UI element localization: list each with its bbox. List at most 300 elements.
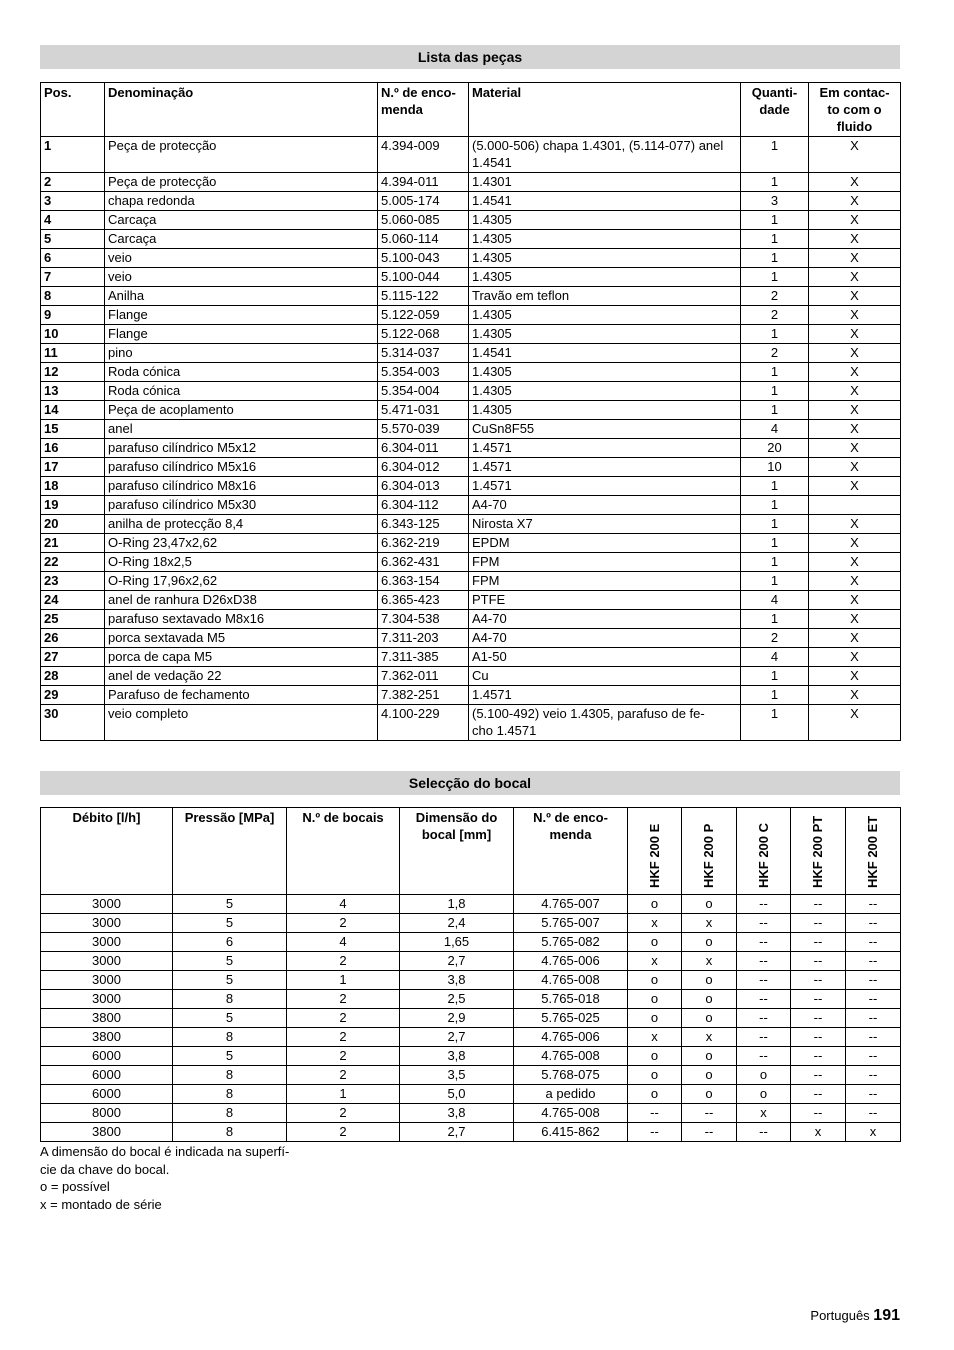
page-footer — [810, 1307, 900, 1325]
part-pos: 16 — [41, 439, 105, 458]
part-pos: 3 — [41, 192, 105, 211]
part-pos: 18 — [41, 477, 105, 496]
table-row — [41, 629, 901, 648]
table-row — [41, 591, 901, 610]
header-hkf-200-et: HKF 200 ET — [846, 808, 901, 895]
part-order-number: 5.100-043 — [378, 249, 469, 268]
hkf-200-c-value: -- — [737, 1047, 791, 1066]
part-pos: 30 — [41, 705, 105, 741]
part-order-number: 5.354-004 — [378, 382, 469, 401]
nozzle-flow-rate: 6000 — [41, 1066, 173, 1085]
hkf-200-et-value: -- — [846, 971, 901, 990]
nozzle-flow-rate: 3000 — [41, 990, 173, 1009]
part-pos: 7 — [41, 268, 105, 287]
nozzle-flow-rate: 3000 — [41, 895, 173, 914]
nozzle-flow-rate: 3000 — [41, 933, 173, 952]
part-fluid-contact: X — [809, 553, 901, 572]
table-row — [41, 439, 901, 458]
table-row — [41, 686, 901, 705]
part-quantity: 1 — [741, 401, 809, 420]
part-fluid-contact: X — [809, 325, 901, 344]
hkf-200-pt-value: -- — [791, 1104, 846, 1123]
part-fluid-contact: X — [809, 667, 901, 686]
part-fluid-contact: X — [809, 382, 901, 401]
part-order-number: 6.304-012 — [378, 458, 469, 477]
table-row — [41, 230, 901, 249]
nozzle-count: 2 — [287, 990, 400, 1009]
part-denomination: Anilha — [105, 287, 378, 306]
table-row — [41, 553, 901, 572]
part-denomination: O-Ring 23,47x2,62 — [105, 534, 378, 553]
table-row — [41, 1009, 901, 1028]
part-quantity: 1 — [741, 686, 809, 705]
part-denomination: anel — [105, 420, 378, 439]
table-row — [41, 914, 901, 933]
part-material: 1.4305 — [469, 382, 741, 401]
header-material: Material — [469, 83, 741, 137]
part-order-number: 6.365-423 — [378, 591, 469, 610]
part-fluid-contact: X — [809, 211, 901, 230]
table-row — [41, 211, 901, 230]
hkf-200-pt-value: -- — [791, 990, 846, 1009]
part-denomination: anel de vedação 22 — [105, 667, 378, 686]
hkf-200-p-value: -- — [682, 1123, 737, 1142]
part-order-number: 5.100-044 — [378, 268, 469, 287]
part-order-number: 5.122-059 — [378, 306, 469, 325]
hkf-200-c-value: -- — [737, 895, 791, 914]
part-order-number: 6.362-219 — [378, 534, 469, 553]
hkf-200-e-value: x — [628, 914, 682, 933]
part-denomination: chapa redonda — [105, 192, 378, 211]
nozzle-order-number: 5.765-007 — [514, 914, 628, 933]
part-denomination: parafuso cilíndrico M8x16 — [105, 477, 378, 496]
part-quantity: 1 — [741, 572, 809, 591]
part-quantity: 1 — [741, 667, 809, 686]
part-pos: 5 — [41, 230, 105, 249]
part-denomination: Peça de protecção — [105, 173, 378, 192]
part-fluid-contact: X — [809, 610, 901, 629]
hkf-200-e-value: -- — [628, 1104, 682, 1123]
nozzle-size: 3,8 — [400, 1104, 514, 1123]
part-material: 1.4305 — [469, 401, 741, 420]
part-order-number: 5.060-085 — [378, 211, 469, 230]
part-material: (5.100-492) veio 1.4305, parafuso de fe- cho 1.4571 — [469, 705, 741, 741]
part-material: 1.4305 — [469, 230, 741, 249]
table-row — [41, 952, 901, 971]
part-pos: 13 — [41, 382, 105, 401]
nozzle-size: 2,5 — [400, 990, 514, 1009]
part-order-number: 5.115-122 — [378, 287, 469, 306]
part-denomination: anel de ranhura D26xD38 — [105, 591, 378, 610]
part-material: PTFE — [469, 591, 741, 610]
part-pos: 12 — [41, 363, 105, 382]
part-quantity: 1 — [741, 211, 809, 230]
nozzle-order-number: 4.765-008 — [514, 1047, 628, 1066]
nozzle-size: 2,4 — [400, 914, 514, 933]
part-quantity: 2 — [741, 287, 809, 306]
part-material: 1.4305 — [469, 325, 741, 344]
part-fluid-contact: X — [809, 363, 901, 382]
part-quantity: 4 — [741, 591, 809, 610]
nozzle-pressure: 8 — [173, 1085, 287, 1104]
hkf-200-c-value: -- — [737, 1123, 791, 1142]
part-fluid-contact: X — [809, 572, 901, 591]
hkf-200-e-value: o — [628, 971, 682, 990]
table-row — [41, 534, 901, 553]
nozzle-header-row — [41, 808, 901, 895]
table-row — [41, 477, 901, 496]
part-material: Nirosta X7 — [469, 515, 741, 534]
part-material: 1.4305 — [469, 363, 741, 382]
nozzle-flow-rate: 3000 — [41, 952, 173, 971]
table-row — [41, 249, 901, 268]
part-pos: 17 — [41, 458, 105, 477]
hkf-200-e-value: o — [628, 1047, 682, 1066]
table-row — [41, 990, 901, 1009]
hkf-200-p-value: -- — [682, 1104, 737, 1123]
table-row — [41, 1028, 901, 1047]
part-material: 1.4571 — [469, 458, 741, 477]
hkf-200-p-value: o — [682, 1066, 737, 1085]
part-pos: 21 — [41, 534, 105, 553]
note-line: o = possível — [40, 1179, 110, 1194]
table-row — [41, 173, 901, 192]
nozzle-size: 2,7 — [400, 1028, 514, 1047]
part-denomination: parafuso sextavado M8x16 — [105, 610, 378, 629]
part-pos: 14 — [41, 401, 105, 420]
table-row — [41, 306, 901, 325]
header-nozzle-count: N.º de bocais — [287, 808, 400, 895]
part-fluid-contact: X — [809, 629, 901, 648]
header-order-number: N.º de enco- menda — [378, 83, 469, 137]
part-denomination: veio — [105, 249, 378, 268]
part-denomination: O-Ring 18x2,5 — [105, 553, 378, 572]
part-quantity: 2 — [741, 306, 809, 325]
part-order-number: 6.363-154 — [378, 572, 469, 591]
hkf-200-pt-value: -- — [791, 1066, 846, 1085]
part-material: (5.000-506) chapa 1.4301, (5.114-077) anel 1.4541 — [469, 137, 741, 173]
part-fluid-contact: X — [809, 648, 901, 667]
part-quantity: 1 — [741, 325, 809, 344]
table-row — [41, 344, 901, 363]
part-material: 1.4541 — [469, 344, 741, 363]
table-row — [41, 382, 901, 401]
hkf-200-pt-value: -- — [791, 1028, 846, 1047]
part-denomination: parafuso cilíndrico M5x12 — [105, 439, 378, 458]
part-pos: 15 — [41, 420, 105, 439]
nozzle-order-number: 4.765-006 — [514, 1028, 628, 1047]
nozzle-count: 4 — [287, 933, 400, 952]
table-row — [41, 667, 901, 686]
table-row — [41, 1085, 901, 1104]
nozzle-count: 4 — [287, 895, 400, 914]
hkf-200-e-value: o — [628, 1066, 682, 1085]
part-material: 1.4541 — [469, 192, 741, 211]
part-quantity: 4 — [741, 648, 809, 667]
nozzle-count: 2 — [287, 1066, 400, 1085]
hkf-200-e-value: o — [628, 1009, 682, 1028]
table-row — [41, 458, 901, 477]
part-denomination: O-Ring 17,96x2,62 — [105, 572, 378, 591]
part-fluid-contact: X — [809, 515, 901, 534]
part-fluid-contact: X — [809, 591, 901, 610]
table-row — [41, 192, 901, 211]
header-hkf-200-pt: HKF 200 PT — [791, 808, 846, 895]
part-quantity: 4 — [741, 420, 809, 439]
part-order-number: 5.005-174 — [378, 192, 469, 211]
header-fluid-contact: Em contac- to com o fluido — [809, 83, 901, 137]
nozzle-flow-rate: 6000 — [41, 1047, 173, 1066]
part-pos: 23 — [41, 572, 105, 591]
nozzle-pressure: 5 — [173, 1009, 287, 1028]
part-denomination: parafuso cilíndrico M5x16 — [105, 458, 378, 477]
table-row — [41, 363, 901, 382]
nozzle-count: 1 — [287, 1085, 400, 1104]
part-order-number: 6.343-125 — [378, 515, 469, 534]
hkf-200-c-value: x — [737, 1104, 791, 1123]
hkf-200-pt-value: -- — [791, 1009, 846, 1028]
nozzle-table — [40, 807, 901, 1142]
hkf-200-et-value: -- — [846, 933, 901, 952]
nozzle-selection-title: Selecção do bocal — [40, 771, 900, 795]
part-quantity: 20 — [741, 439, 809, 458]
nozzle-order-number: 5.765-025 — [514, 1009, 628, 1028]
part-material: EPDM — [469, 534, 741, 553]
table-row — [41, 287, 901, 306]
part-order-number: 7.304-538 — [378, 610, 469, 629]
nozzle-size: 1,8 — [400, 895, 514, 914]
nozzle-pressure: 5 — [173, 952, 287, 971]
table-row — [41, 705, 901, 741]
page-number: 191 — [873, 1307, 900, 1324]
nozzle-size: 2,7 — [400, 1123, 514, 1142]
note-line: cie da chave do bocal. — [40, 1161, 170, 1177]
part-quantity: 1 — [741, 496, 809, 515]
hkf-200-et-value: -- — [846, 1104, 901, 1123]
part-quantity: 1 — [741, 553, 809, 572]
part-quantity: 1 — [741, 230, 809, 249]
part-fluid-contact: X — [809, 173, 901, 192]
part-fluid-contact: X — [809, 306, 901, 325]
part-quantity: 1 — [741, 515, 809, 534]
nozzle-size: 2,9 — [400, 1009, 514, 1028]
hkf-200-e-value: o — [628, 990, 682, 1009]
part-order-number: 5.314-037 — [378, 344, 469, 363]
part-order-number: 6.362-431 — [378, 553, 469, 572]
nozzle-count: 2 — [287, 952, 400, 971]
hkf-200-c-value: -- — [737, 1028, 791, 1047]
part-pos: 25 — [41, 610, 105, 629]
note-line: x = montado de série — [40, 1196, 162, 1212]
note-line: A dimensão do bocal é indicada na superfí- — [40, 1144, 290, 1159]
nozzle-count: 1 — [287, 971, 400, 990]
hkf-200-et-value: -- — [846, 1047, 901, 1066]
hkf-200-p-value: o — [682, 1085, 737, 1104]
header-flow-rate: Débito [l/h] — [41, 808, 173, 895]
part-quantity: 1 — [741, 610, 809, 629]
nozzle-count: 2 — [287, 1104, 400, 1123]
hkf-200-et-value: -- — [846, 1009, 901, 1028]
hkf-200-pt-value: x — [791, 1123, 846, 1142]
part-fluid-contact: X — [809, 137, 901, 173]
nozzle-pressure: 8 — [173, 1066, 287, 1085]
part-quantity: 1 — [741, 173, 809, 192]
part-quantity: 3 — [741, 192, 809, 211]
part-order-number: 4.100-229 — [378, 705, 469, 741]
hkf-200-p-value: o — [682, 1047, 737, 1066]
part-fluid-contact: X — [809, 686, 901, 705]
part-pos: 22 — [41, 553, 105, 572]
nozzle-count: 2 — [287, 1047, 400, 1066]
hkf-200-c-value: -- — [737, 952, 791, 971]
table-row — [41, 268, 901, 287]
hkf-200-p-value: o — [682, 895, 737, 914]
table-row — [41, 1066, 901, 1085]
part-denomination: Roda cónica — [105, 382, 378, 401]
part-fluid-contact: X — [809, 268, 901, 287]
nozzle-count: 2 — [287, 1028, 400, 1047]
nozzle-count: 2 — [287, 1123, 400, 1142]
table-row — [41, 401, 901, 420]
part-denomination: pino — [105, 344, 378, 363]
part-denomination: veio — [105, 268, 378, 287]
header-pressure: Pressão [MPa] — [173, 808, 287, 895]
part-quantity: 1 — [741, 705, 809, 741]
hkf-200-pt-value: -- — [791, 1085, 846, 1104]
part-fluid-contact: X — [809, 401, 901, 420]
part-denomination: Peça de acoplamento — [105, 401, 378, 420]
part-order-number: 5.354-003 — [378, 363, 469, 382]
hkf-200-et-value: -- — [846, 1028, 901, 1047]
hkf-200-e-value: x — [628, 1028, 682, 1047]
nozzle-flow-rate: 3800 — [41, 1009, 173, 1028]
hkf-200-c-value: o — [737, 1066, 791, 1085]
part-quantity: 2 — [741, 629, 809, 648]
nozzle-pressure: 5 — [173, 895, 287, 914]
header-nozzle-order-number: N.º de enco- menda — [514, 808, 628, 895]
hkf-200-p-value: o — [682, 990, 737, 1009]
nozzle-order-number: 5.765-082 — [514, 933, 628, 952]
nozzle-order-number: 5.768-075 — [514, 1066, 628, 1085]
nozzle-order-number: 4.765-007 — [514, 895, 628, 914]
part-denomination: anilha de protecção 8,4 — [105, 515, 378, 534]
part-order-number: 6.304-013 — [378, 477, 469, 496]
part-material: CuSn8F55 — [469, 420, 741, 439]
table-row — [41, 895, 901, 914]
part-fluid-contact: X — [809, 249, 901, 268]
part-denomination: Flange — [105, 325, 378, 344]
part-material: A4-70 — [469, 610, 741, 629]
part-fluid-contact: X — [809, 534, 901, 553]
part-material: 1.4571 — [469, 439, 741, 458]
part-pos: 29 — [41, 686, 105, 705]
part-denomination: Parafuso de fechamento — [105, 686, 378, 705]
hkf-200-pt-value: -- — [791, 895, 846, 914]
hkf-200-e-value: o — [628, 1085, 682, 1104]
hkf-200-p-value: x — [682, 1028, 737, 1047]
table-row — [41, 515, 901, 534]
table-row — [41, 572, 901, 591]
hkf-200-et-value: -- — [846, 1085, 901, 1104]
nozzle-pressure: 5 — [173, 971, 287, 990]
part-denomination: porca sextavada M5 — [105, 629, 378, 648]
header-nozzle-size: Dimensão do bocal [mm] — [400, 808, 514, 895]
hkf-200-et-value: x — [846, 1123, 901, 1142]
part-pos: 26 — [41, 629, 105, 648]
hkf-200-e-value: o — [628, 933, 682, 952]
nozzle-order-number: 5.765-018 — [514, 990, 628, 1009]
hkf-200-pt-value: -- — [791, 933, 846, 952]
parts-header-row — [41, 83, 901, 137]
header-hkf-200-e: HKF 200 E — [628, 808, 682, 895]
part-denomination: Peça de protecção — [105, 137, 378, 173]
part-pos: 28 — [41, 667, 105, 686]
nozzle-pressure: 5 — [173, 914, 287, 933]
hkf-200-p-value: x — [682, 952, 737, 971]
nozzle-size: 3,8 — [400, 1047, 514, 1066]
part-denomination: parafuso cilíndrico M5x30 — [105, 496, 378, 515]
part-quantity: 1 — [741, 249, 809, 268]
part-pos: 8 — [41, 287, 105, 306]
nozzle-flow-rate: 6000 — [41, 1085, 173, 1104]
hkf-200-e-value: x — [628, 952, 682, 971]
part-denomination: Carcaça — [105, 230, 378, 249]
nozzle-size: 3,8 — [400, 971, 514, 990]
part-pos: 19 — [41, 496, 105, 515]
hkf-200-c-value: -- — [737, 933, 791, 952]
part-material: A4-70 — [469, 629, 741, 648]
part-denomination: veio completo — [105, 705, 378, 741]
nozzle-pressure: 8 — [173, 990, 287, 1009]
hkf-200-p-value: o — [682, 971, 737, 990]
table-row — [41, 1104, 901, 1123]
part-order-number: 5.570-039 — [378, 420, 469, 439]
parts-list-title: Lista das peças — [40, 45, 900, 69]
part-quantity: 10 — [741, 458, 809, 477]
nozzle-size: 3,5 — [400, 1066, 514, 1085]
nozzle-flow-rate: 3000 — [41, 971, 173, 990]
part-denomination: porca de capa M5 — [105, 648, 378, 667]
hkf-200-p-value: o — [682, 1009, 737, 1028]
part-material: FPM — [469, 553, 741, 572]
part-material: FPM — [469, 572, 741, 591]
part-material: 1.4305 — [469, 249, 741, 268]
part-fluid-contact: X — [809, 230, 901, 249]
nozzle-count: 2 — [287, 914, 400, 933]
part-quantity: 1 — [741, 137, 809, 173]
nozzle-order-number: 6.415-862 — [514, 1123, 628, 1142]
hkf-200-et-value: -- — [846, 914, 901, 933]
part-material: Cu — [469, 667, 741, 686]
part-pos: 20 — [41, 515, 105, 534]
part-material: 1.4305 — [469, 211, 741, 230]
hkf-200-c-value: -- — [737, 914, 791, 933]
nozzle-flow-rate: 3000 — [41, 914, 173, 933]
hkf-200-c-value: -- — [737, 990, 791, 1009]
header-quantity: Quanti- dade — [741, 83, 809, 137]
part-fluid-contact: X — [809, 192, 901, 211]
part-quantity: 1 — [741, 534, 809, 553]
part-order-number: 6.304-112 — [378, 496, 469, 515]
part-quantity: 1 — [741, 363, 809, 382]
parts-table — [40, 82, 901, 741]
part-order-number: 5.122-068 — [378, 325, 469, 344]
part-fluid-contact: X — [809, 477, 901, 496]
nozzle-order-number: 4.765-008 — [514, 1104, 628, 1123]
part-pos: 27 — [41, 648, 105, 667]
part-order-number: 4.394-011 — [378, 173, 469, 192]
nozzle-order-number: 4.765-008 — [514, 971, 628, 990]
